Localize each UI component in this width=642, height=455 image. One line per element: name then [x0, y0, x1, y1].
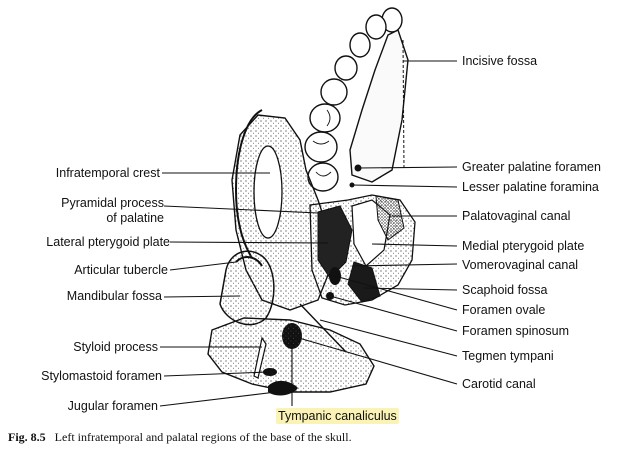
- label-scaphoid-fossa: Scaphoid fossa: [462, 283, 548, 297]
- label-tympanic-canaliculus: [276, 409, 399, 423]
- label-medial-pterygoid-plate: Medial pterygoid plate: [462, 239, 585, 253]
- label-palatovaginal-canal: Palatovaginal canal: [462, 209, 571, 223]
- figure-number: Fig. 8.5: [8, 430, 46, 444]
- label-lateral-pterygoid-plate: Lateral pterygoid plate: [46, 235, 170, 249]
- label-styloid-process: Styloid process: [73, 340, 158, 354]
- label-tegmen-tympani: Tegmen tympani: [462, 349, 554, 363]
- figure-caption: [8, 430, 352, 445]
- label-lesser-palatine-foramina: Lesser palatine foramina: [462, 180, 599, 194]
- label-articular-tubercle: Articular tubercle: [74, 263, 168, 277]
- label-pyramidal-process-line1: Pyramidal process: [61, 196, 164, 210]
- label-mandibular-fossa: Mandibular fossa: [66, 289, 162, 303]
- label-carotid-canal: Carotid canal: [462, 377, 536, 391]
- label-foramen-spinosum: Foramen spinosum: [462, 324, 569, 338]
- label-stylomastoid-foramen: Stylomastoid foramen: [41, 369, 162, 383]
- label-pyramidal-process-line2: of palatine: [106, 211, 164, 225]
- label-foramen-ovale: Foramen ovale: [462, 303, 546, 317]
- label-incisive-fossa: Incisive fossa: [462, 54, 538, 68]
- label-infratemporal-crest: Infratemporal crest: [55, 166, 160, 180]
- label-vomerovaginal-canal: Vomerovaginal canal: [462, 258, 579, 272]
- figure-caption-text: Left infratemporal and palatal regions of the base of the skull.: [54, 430, 352, 444]
- tympanic-canaliculus-text: Tympanic canaliculus: [278, 409, 397, 423]
- label-jugular-foramen: Jugular foramen: [67, 399, 158, 413]
- petrous-region: [208, 318, 374, 392]
- label-greater-palatine-foramen: Greater palatine foramen: [462, 160, 601, 174]
- infratemporal-crest-oval: [254, 146, 282, 238]
- mandibular-fossa-shape: [220, 251, 274, 324]
